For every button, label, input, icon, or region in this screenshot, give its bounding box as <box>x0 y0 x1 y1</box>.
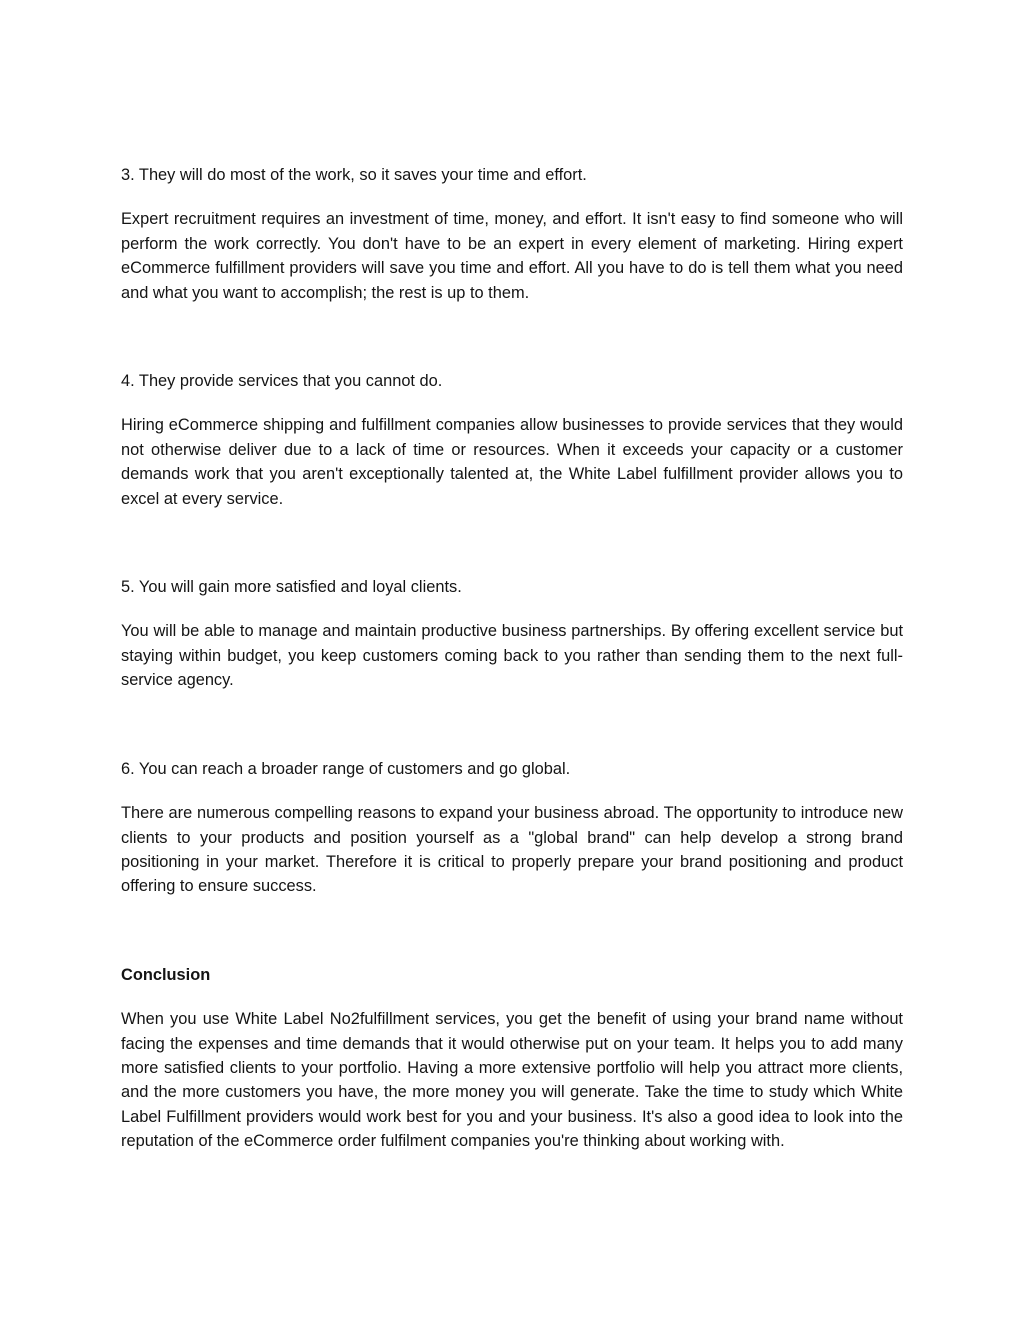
section-6 <box>121 757 903 899</box>
section-body: You will be able to manage and maintain productive business partnerships. By offering excellent service but staying within budget, you keep customers coming back to you rather than sending them to the next full-service agency. <box>121 622 903 690</box>
conclusion-body: When you use White Label No2fulfillment services, you get the benefit of using your brand name without facing the expenses and time demands that it would otherwise put on your team. It helps you to add many more satisfied clients to your portfolio. Having a more extensive portfolio will help you attract more clients, and the more customers you have, the more money you will generate. Take the time to study which White Label Fulfillment providers would work best for you and your business. It's also a good idea to look into the reputation of the eCommerce order fulfilment companies you're thinking about working with. <box>121 1010 903 1151</box>
section-5 <box>121 575 903 693</box>
section-spacer <box>121 305 903 369</box>
section-4 <box>121 369 903 511</box>
conclusion-section <box>121 963 903 1154</box>
document-content <box>121 163 903 1154</box>
section-spacer <box>121 511 903 575</box>
section-heading: 3. They will do most of the work, so it saves your time and effort. <box>121 166 587 184</box>
conclusion-title: Conclusion <box>121 965 211 984</box>
section-body: Hiring eCommerce shipping and fulfillment companies allow businesses to provide services that they would not otherwise deliver due to a lack of time or resources. When it exceeds your capacity or a customer demands work that you aren't exceptionally talented at, the White Label fulfillment provider allows you to excel at every service. <box>121 416 903 508</box>
section-body: Expert recruitment requires an investment of time, money, and effort. It isn't easy to find someone who will perform the work correctly. You don't have to be an expert in every element of marketing. Hiring expert eCommerce fulfillment providers will save you time and effort. All you have to do is tell them what you need and what you want to accomplish; the rest is up to them. <box>121 210 903 302</box>
section-heading: 5. You will gain more satisfied and loyal clients. <box>121 578 462 597</box>
section-3 <box>121 163 903 305</box>
section-spacer <box>121 899 903 963</box>
section-heading: 6. You can reach a broader range of customers and go global. <box>121 759 571 778</box>
section-heading: 4. They provide services that you cannot do. <box>121 372 443 391</box>
section-spacer <box>121 693 903 757</box>
section-body: There are numerous compelling reasons to expand your business abroad. The opportunity to introduce new clients to your products and position yourself as a "global brand" can help develop a strong brand positioning in your market. Therefore it is critical to properly prepare your brand positioning and product offering to ensure success. <box>121 804 903 896</box>
